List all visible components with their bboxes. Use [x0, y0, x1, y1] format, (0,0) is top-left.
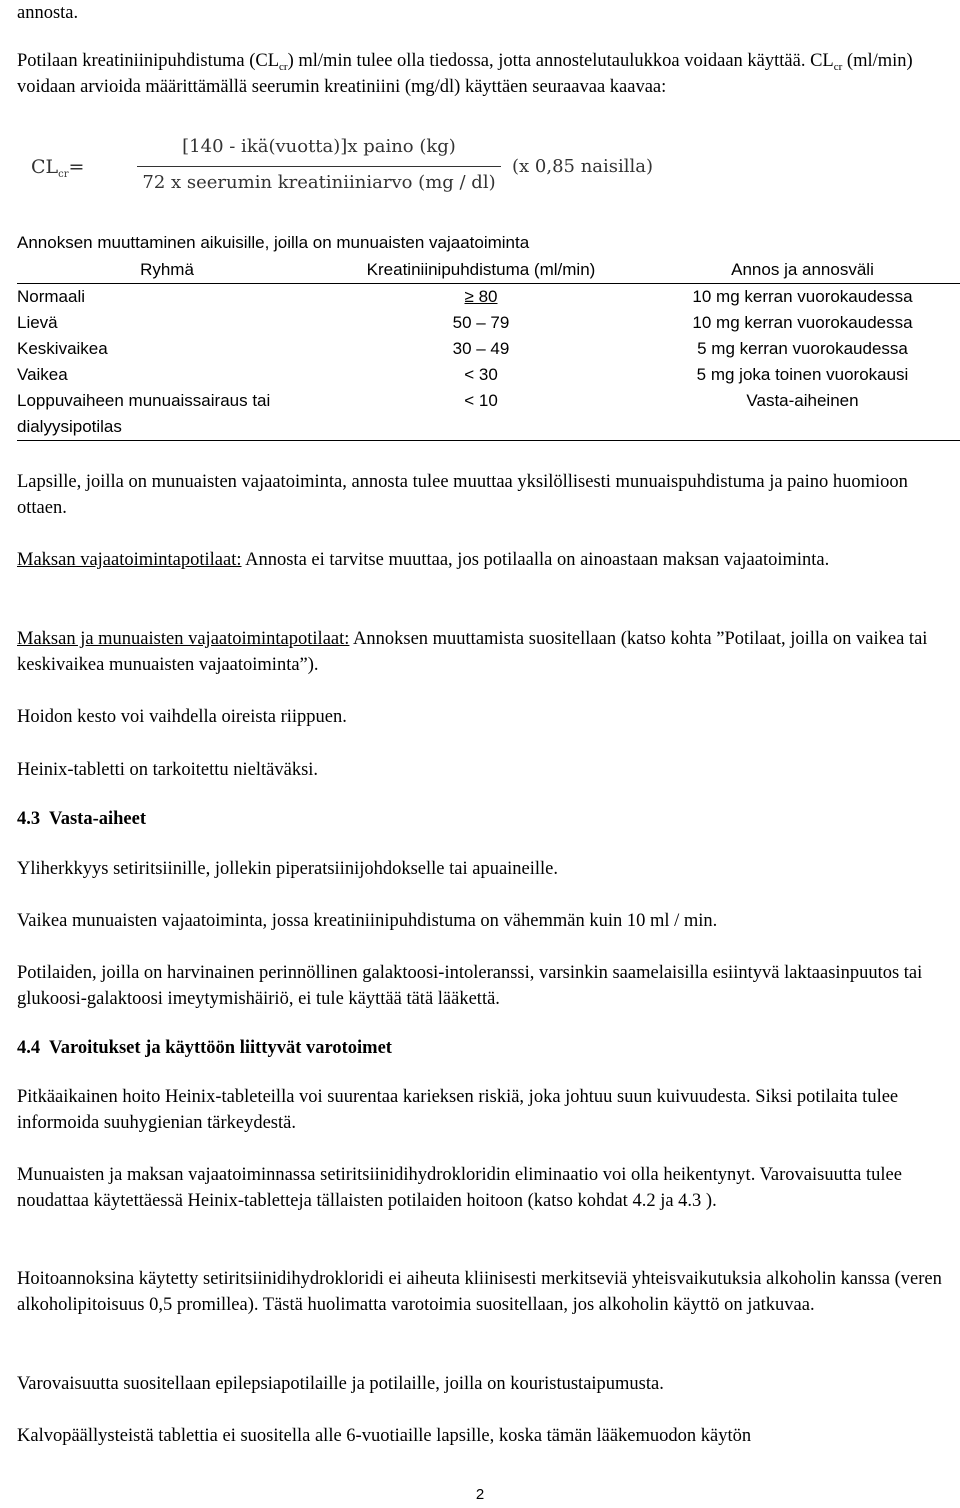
children-paragraph: Lapsille, joilla on munuaisten vajaatoiminta, annosta tulee muuttaa yksilöllisesti munuaispuhdistuma ja paino huomioon ottaen. — [17, 472, 908, 518]
warning-paragraph-3: Hoitoannoksina käytetty setiritsiinidihydrokloridi ei aiheuta kliinisesti merkitseviä yhteisvaikutuksia alkoholin kanssa (veren alkoholipitoisuus 0,5 promillea). Tästä huolimatta varotoimia suositellaan, jos alkoholin käyttö on jatkuvaa. — [17, 1269, 942, 1315]
intro-text-1: Potilaan kreatiniinipuhdistuma (CL — [17, 51, 280, 71]
swallow-paragraph: Heinix-tabletti on tarkoitettu nieltäväksi. — [17, 760, 319, 780]
formula-denominator: 72 x seerumin kreatiniiniarvo (mg / dl) — [142, 172, 496, 193]
dosage-table — [17, 257, 960, 441]
liver-label: Maksan vajaatoimintapotilaat: — [17, 550, 242, 570]
formula-numerator: [140 - ikä(vuotta)]x paino (kg) — [182, 136, 456, 157]
liver-paragraph — [17, 547, 943, 573]
intro-text-2: ) ml/min tulee olla tiedossa, jotta annostelutaulukkoa voidaan käyttää. CL — [287, 51, 834, 71]
table-row — [17, 284, 960, 311]
liver-text: Annosta ei tarvitse muuttaa, jos potilaalla on ainoastaan maksan vajaatoiminta. — [241, 550, 830, 570]
intro-sub-1: cr — [279, 61, 288, 73]
clearance-formula — [17, 134, 717, 202]
cell-group: Loppuvaiheen munuaissairaus tai dialyysipotilas — [17, 388, 317, 441]
cell-clearance: < 30 — [464, 365, 498, 384]
intro-sub-2: cr — [833, 61, 843, 73]
liver-kidney-paragraph — [17, 626, 943, 678]
cell-dose: 5 mg kerran vuorokaudessa — [697, 339, 908, 358]
section-heading-4-4: 4.4 Varoitukset ja käyttöön liittyvät varotoimet — [17, 1038, 392, 1058]
cell-clearance — [317, 284, 645, 311]
cell-group: Normaali — [17, 287, 86, 306]
cell-dose: 10 mg kerran vuorokaudessa — [692, 287, 913, 306]
header-dose: Annos ja annosväli — [645, 257, 960, 284]
formula-equals: = — [68, 156, 85, 178]
formula-fraction-bar — [137, 166, 501, 167]
cell-dose: 5 mg joka toinen vuorokausi — [696, 365, 909, 384]
duration-paragraph: Hoidon kesto voi vaihdella oireista riippuen. — [17, 707, 347, 727]
table-row — [17, 388, 960, 441]
contraindication-1: Yliherkkyys setiritsiinille, jollekin piperatsiinijohdokselle tai apuaineille. — [17, 859, 559, 879]
page-number: 2 — [475, 1486, 485, 1503]
intro-text-3: (ml/min) voidaan arvioida määrittämällä seerumin kreatiniini (mg/dl) käyttäen seuraavaa kaavaa: — [17, 51, 913, 97]
contraindication-3: Potilaiden, joilla on harvinainen perinnöllinen galaktoosi-intoleranssi, varsinkin saamelaisilla esiintyvä laktaasinpuutos tai glukoosi-galaktoosi imeytymishäiriö, ei tule käyttää tätä lääkettä. — [17, 963, 923, 1009]
cell-group: Keskivaikea — [17, 339, 108, 358]
formula-lhs — [31, 154, 84, 180]
table-row — [17, 362, 960, 388]
cell-group: Vaikea — [17, 365, 68, 384]
liver-kidney-label: Maksan ja munuaisten vajaatoimintapotilaat: — [17, 629, 350, 649]
section-heading-4-3: 4.3 Vasta-aiheet — [17, 809, 146, 829]
cell-group: Lievä — [17, 313, 58, 332]
formula-lhs-sub: cr — [58, 169, 69, 180]
warning-paragraph-2: Munuaisten ja maksan vajaatoiminnassa setiritsiinidihydrokloridin eliminaatio voi olla heikentynyt. Varovaisuutta tulee noudattaa käytettäessä Heinix-tabletteja tällaisten potilaiden hoitoon (katso kohdat 4.2 ja 4.3 ). — [17, 1165, 902, 1211]
intro-paragraph — [17, 48, 943, 100]
warning-paragraph-4: Varovaisuutta suositellaan epilepsiapotilaille ja potilaille, joilla on kouristustaipumusta. — [17, 1374, 664, 1394]
cell-clearance-text: ≥ 80 — [464, 287, 498, 306]
table-caption: Annoksen muuttaminen aikuisille, joilla on munuaisten vajaatoiminta — [17, 233, 530, 252]
table-row — [17, 336, 960, 362]
formula-factor: (x 0,85 naisilla) — [512, 156, 654, 177]
table-header-row — [17, 257, 960, 284]
table-row — [17, 310, 960, 336]
header-group: Ryhmä — [17, 257, 317, 284]
top-fragment: annosta. — [17, 3, 79, 23]
cell-clearance: 30 – 49 — [452, 339, 510, 358]
warning-paragraph-5: Kalvopäällysteistä tablettia ei suositella alle 6-vuotiaille lapsille, koska tämän lääkemuodon käytön — [17, 1426, 752, 1446]
warning-paragraph-1: Pitkäaikainen hoito Heinix-tableteilla voi suurentaa karieksen riskiä, joka johtuu suun kuivuudesta. Siksi potilaita tulee informoida suuhygienian tärkeydestä. — [17, 1087, 899, 1133]
cell-dose: 10 mg kerran vuorokaudessa — [692, 313, 913, 332]
contraindication-2: Vaikea munuaisten vajaatoiminta, jossa kreatiniinipuhdistuma on vähemmän kuin 10 ml / min. — [17, 911, 718, 931]
formula-lhs-text: CL — [31, 156, 59, 178]
cell-clearance: 50 – 79 — [452, 313, 510, 332]
cell-dose: Vasta-aiheinen — [645, 388, 960, 441]
header-clearance: Kreatiniinipuhdistuma (ml/min) — [317, 257, 645, 284]
cell-clearance: < 10 — [317, 388, 645, 441]
liver-kidney-text: Annoksen muuttamista suositellaan (katso kohta ”Potilaat, joilla on vaikea tai keskivaikea munuaisten vajaatoiminta”). — [17, 629, 928, 675]
